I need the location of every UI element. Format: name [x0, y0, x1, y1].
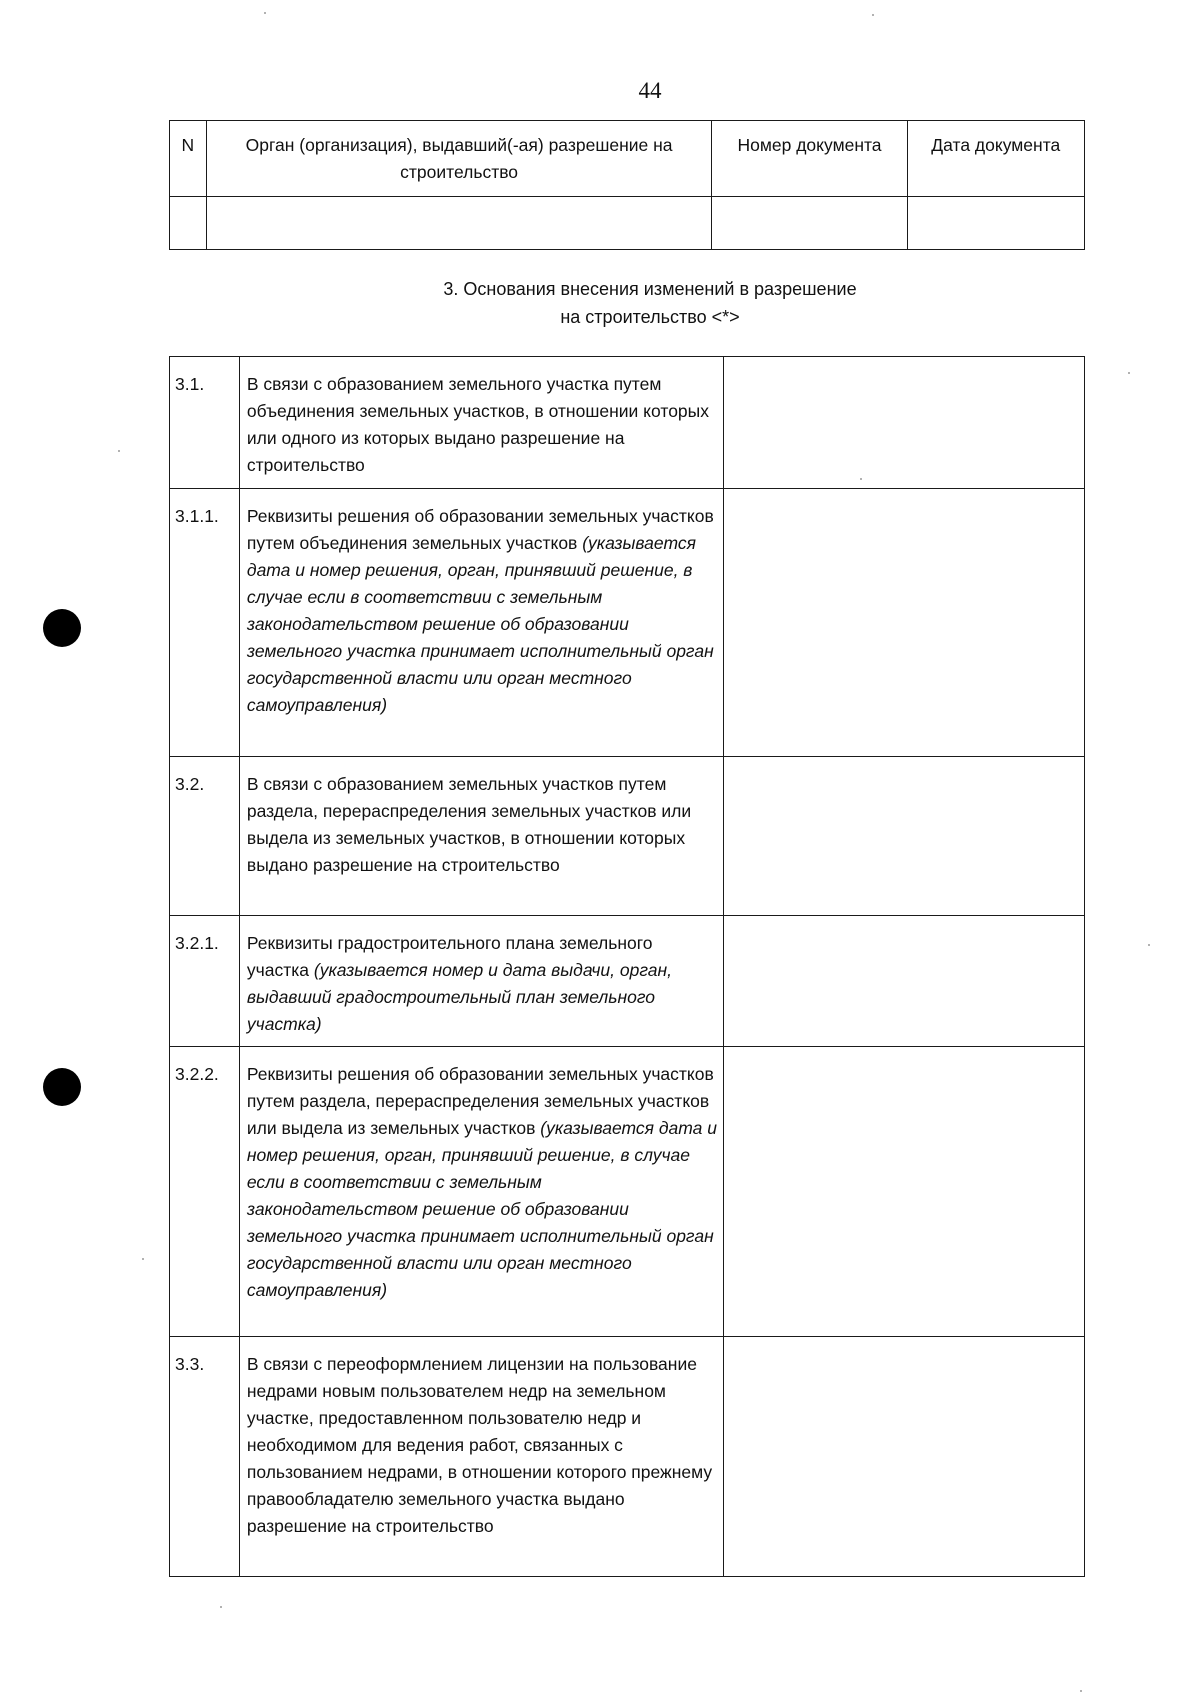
- row-value-cell[interactable]: [724, 357, 1085, 489]
- row-number: 3.2.1.: [170, 916, 240, 1047]
- section-3-title-line-1: 3. Основания внесения изменений в разрешение: [443, 279, 857, 299]
- row-value-cell[interactable]: [724, 1337, 1085, 1577]
- table-row: [170, 197, 1085, 250]
- row-text: Реквизиты решения об образовании земельных участков путем раздела, перераспределения земельных участков или выдела из земельных участков: [246, 1064, 714, 1138]
- row-value-cell[interactable]: [724, 757, 1085, 916]
- scan-speck: [872, 14, 874, 16]
- row-description: [239, 1337, 723, 1577]
- scan-speck: [1148, 944, 1150, 946]
- row-number: 3.2.2.: [170, 1047, 240, 1337]
- row-note: (указывается дата и номер решения, орган, принявший решение, в случае если в соответствии с земельным законодательством решение об образовании земельного участка принимает исполнительный орган государственной власти или орган местного самоуправления): [246, 533, 714, 715]
- row-description: [239, 1047, 723, 1337]
- row-value-cell[interactable]: [724, 916, 1085, 1047]
- row-number: 3.1.1.: [170, 489, 240, 757]
- permit-issuer-table: [169, 120, 1085, 250]
- row-value-cell[interactable]: [724, 489, 1085, 757]
- row-description: [239, 357, 723, 489]
- punch-hole: [43, 1068, 81, 1106]
- scan-speck: [220, 1606, 222, 1608]
- row-text: В связи с переоформлением лицензии на пользование недрами новым пользователем недр на земельном участке, предоставленном пользователю недр и необходимом для ведения работ, связанных с пользованием недрами, в отношении которого прежнему правообладателю земельного участка выдано разрешение на строительство: [246, 1354, 713, 1536]
- table-row: [170, 1337, 1085, 1577]
- table-row: [170, 757, 1085, 916]
- scan-speck: [1080, 1690, 1082, 1692]
- section-3-title: [340, 275, 960, 331]
- scan-speck: [264, 12, 266, 14]
- header-document-date: Дата документа: [907, 121, 1084, 197]
- row-description: [239, 489, 723, 757]
- row-text: В связи с образованием земельного участка путем объединения земельных участков, в отношении которых или одного из которых выдано разрешение на строительство: [246, 374, 709, 475]
- amendment-grounds-table: [169, 356, 1085, 1577]
- header-n: N: [170, 121, 207, 197]
- table-row: [170, 489, 1085, 757]
- cell-issuing-organization[interactable]: [206, 197, 712, 250]
- row-text: Реквизиты градостроительного плана земельного участка: [246, 933, 653, 980]
- header-issuing-organization: Орган (организация), выдавший(-ая) разрешение на строительство: [206, 121, 712, 197]
- cell-document-number[interactable]: [712, 197, 907, 250]
- cell-n[interactable]: [170, 197, 207, 250]
- section-3-title-line-2: на строительство <*>: [560, 307, 740, 327]
- row-number: 3.3.: [170, 1337, 240, 1577]
- row-text: В связи с образованием земельных участков путем раздела, перераспределения земельных участков или выдела из земельных участков, в отношении которых выдано разрешение на строительство: [246, 774, 692, 875]
- scan-speck: [1128, 372, 1130, 374]
- table-header-row: [170, 121, 1085, 197]
- row-note: (указывается дата и номер решения, орган, принявший решение, в случае если в соответствии с земельным законодательством решение об образовании земельного участка принимает исполнительный орган государственной власти или орган местного самоуправления): [246, 1118, 717, 1300]
- row-note: (указывается номер и дата выдачи, орган, выдавший градостроительный план земельного участка): [246, 960, 673, 1034]
- table-row: [170, 1047, 1085, 1337]
- row-description: [239, 916, 723, 1047]
- row-number: 3.2.: [170, 757, 240, 916]
- header-document-number: Номер документа: [712, 121, 907, 197]
- scan-speck: [118, 450, 120, 452]
- table-row: [170, 357, 1085, 489]
- punch-hole: [43, 609, 81, 647]
- row-value-cell[interactable]: [724, 1047, 1085, 1337]
- row-description: [239, 757, 723, 916]
- table-row: [170, 916, 1085, 1047]
- scan-speck: [860, 478, 862, 480]
- page-number: 44: [638, 78, 662, 103]
- scan-speck: [142, 1258, 144, 1260]
- cell-document-date[interactable]: [907, 197, 1084, 250]
- row-text: Реквизиты решения об образовании земельных участков путем объединения земельных участков: [246, 506, 714, 553]
- row-number: 3.1.: [170, 357, 240, 489]
